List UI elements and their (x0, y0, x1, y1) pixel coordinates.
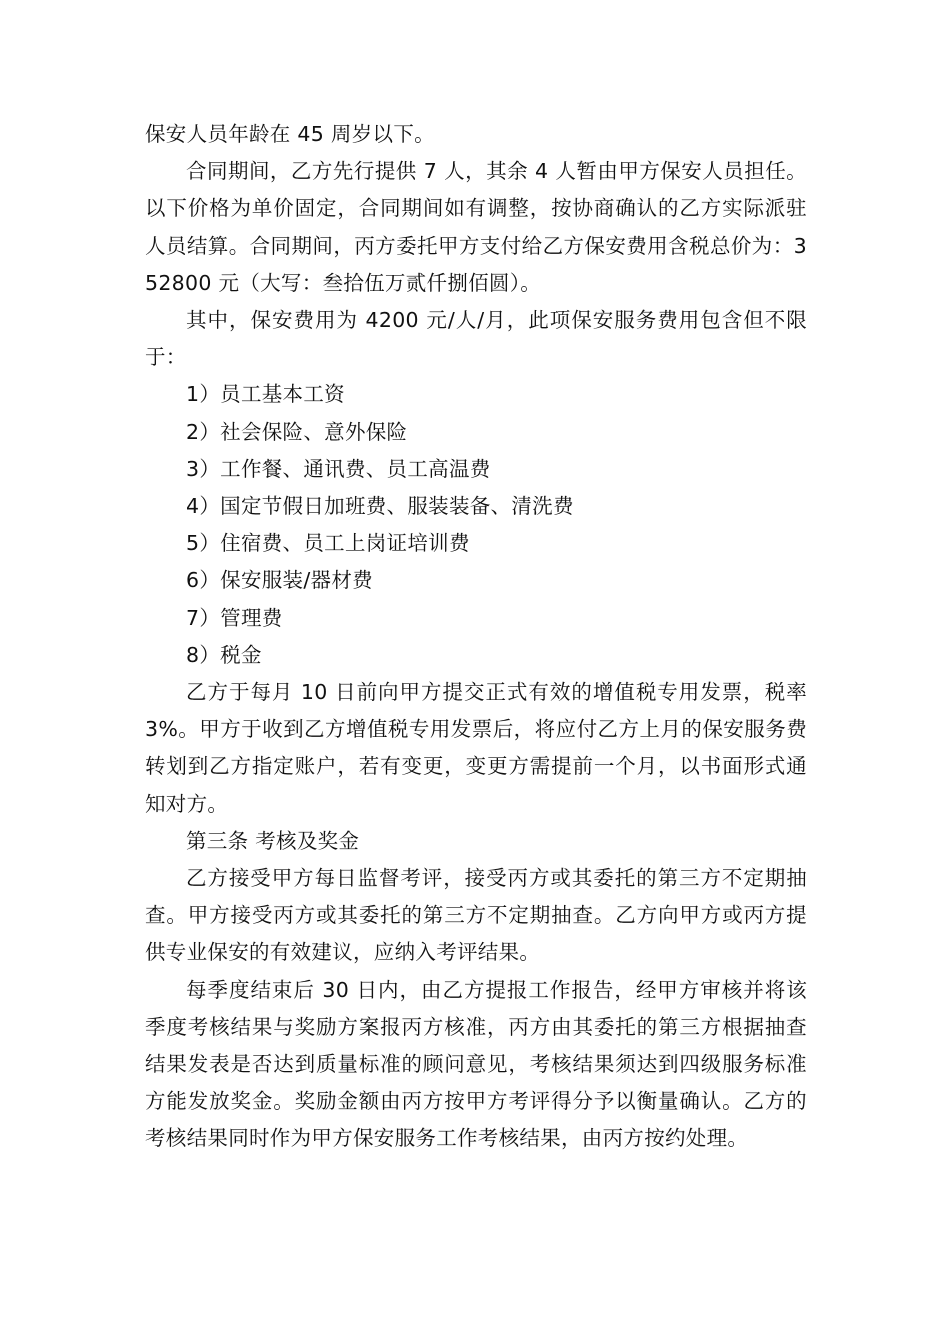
list-item: 2）社会保险、意外保险 (186, 419, 408, 444)
list-item: 6）保安服装/器材费 (186, 568, 373, 593)
document-body (145, 116, 807, 1158)
paragraph-age-requirement: 保安人员年龄在 45 周岁以下。 (145, 122, 435, 146)
list-item: 3）工作餐、通讯费、员工高温费 (186, 456, 491, 481)
paragraph-supervision: 乙方接受甲方每日监督考评，接受丙方或其委托的第三方不定期抽查。甲方接受丙方或其委托的第三方不定期抽查。乙方向甲方或丙方提供专业保安的有效建议，应纳入考评结果。 (145, 866, 807, 965)
list-item: 8）税金 (186, 642, 262, 667)
paragraph-fee-intro: 其中，保安费用为 4200 元/人/月，此项保安服务费用包含但不限于： (145, 308, 807, 370)
list-item: 4）国定节假日加班费、服装装备、清洗费 (186, 494, 574, 519)
fee-items-list (145, 376, 807, 674)
list-item: 1）员工基本工资 (186, 382, 345, 407)
paragraph-invoice: 乙方于每月 10 日前向甲方提交正式有效的增值税专用发票，税率 3%。甲方于收到乙方增值税专用发票后，将应付乙方上月的保安服务费转划到乙方指定账户，若有变更，变更方需提前一个月，以书面形式通知对方。 (145, 680, 807, 816)
section-heading: 第三条 考核及奖金 (186, 828, 360, 853)
paragraph-quarterly-assessment: 每季度结束后 30 日内，由乙方提报工作报告，经甲方审核并将该季度考核结果与奖励方案报丙方核准，丙方由其委托的第三方根据抽查结果发表是否达到质量标准的顾问意见，考核结果须达到四级服务标准方能发放奖金。奖励金额由丙方按甲方考评得分予以衡量确认。乙方的考核结果同时作为甲方保安服务工作考核结果，由丙方按约处理。 (145, 977, 807, 1151)
paragraph-staffing-and-price: 合同期间，乙方先行提供 7 人，其余 4 人暂由甲方保安人员担任。以下价格为单价固定，合同期间如有调整，按协商确认的乙方实际派驻人员结算。合同期间，丙方委托甲方支付给乙方保安费用含税总价为：352800 元（大写：叁拾伍万贰仟捌佰圆）。 (145, 159, 807, 295)
list-item: 5）住宿费、员工上岗证培训费 (186, 531, 470, 556)
list-item: 7）管理费 (186, 605, 283, 630)
